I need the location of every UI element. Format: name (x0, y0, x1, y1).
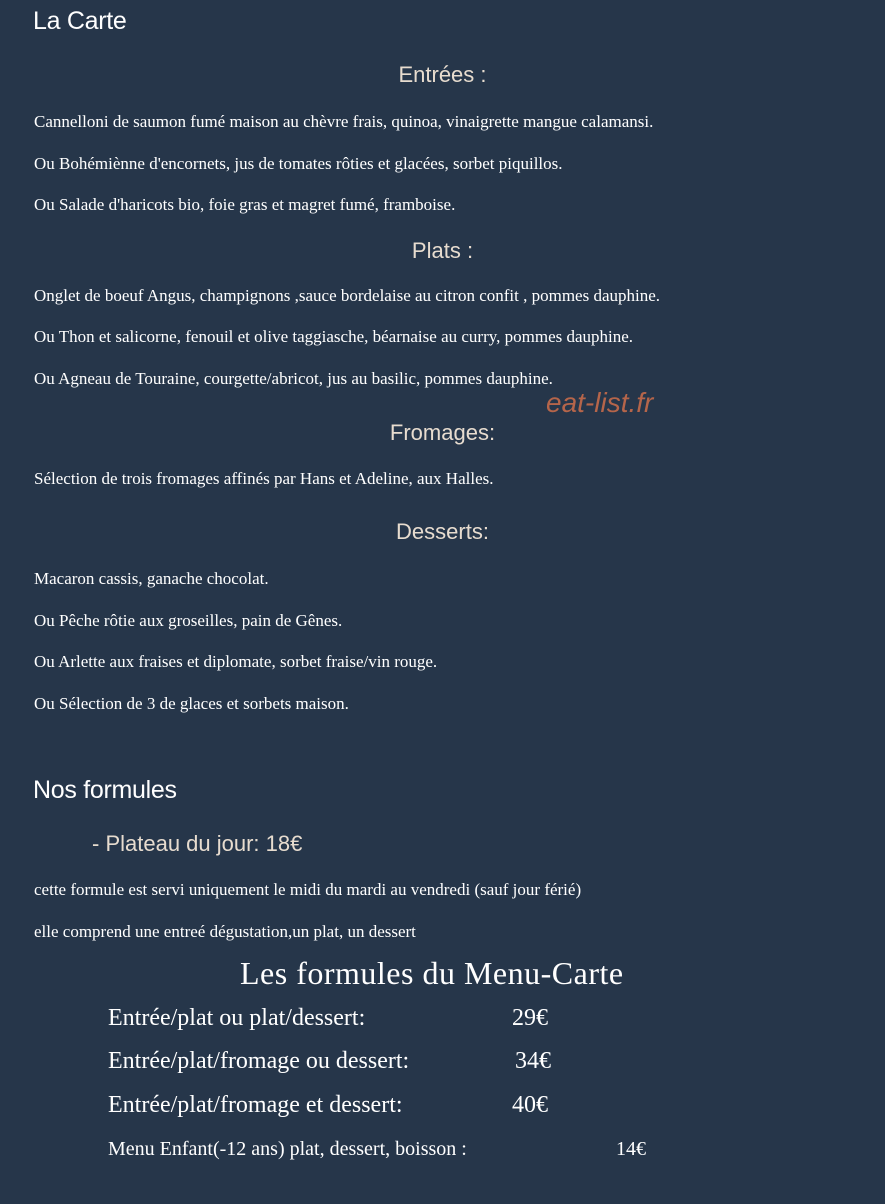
section-heading-entrees: Entrées : (398, 62, 487, 87)
formule-note: elle comprend une entreé dégustation,un plat, un dessert (34, 922, 416, 941)
formule-row-label: Entrée/plat/fromage ou dessert: (108, 1048, 410, 1074)
formule-row-price: 40€ (512, 1092, 548, 1118)
formules-title: Nos formules (33, 776, 177, 804)
menu-item: Macaron cassis, ganache chocolat. (34, 569, 269, 588)
menu-item: Sélection de trois fromages affinés par Hans et Adeline, aux Halles. (34, 469, 494, 488)
menu-item: Ou Agneau de Touraine, courgette/abricot, jus au basilic, pommes dauphine. (34, 369, 553, 388)
formule-row-label: Entrée/plat ou plat/dessert: (108, 1005, 366, 1031)
section-heading-plats: Plats : (411, 238, 474, 263)
formule-row-price: 34€ (515, 1048, 551, 1074)
menu-item: Onglet de boeuf Angus, champignons ,sauce bordelaise au citron confit , pommes dauphine. (34, 286, 661, 305)
menu-item: Ou Bohémiènne d'encornets, jus de tomates rôties et glacées, sorbet piquillos. (34, 154, 563, 173)
menu-item: Ou Thon et salicorne, fenouil et olive taggiasche, béarnaise au curry, pommes dauphine. (34, 327, 634, 346)
formule-row-price: 29€ (512, 1005, 548, 1031)
formule-row-label: Entrée/plat/fromage et dessert: (108, 1092, 403, 1118)
menu-enfant-label: Menu Enfant(-12 ans) plat, dessert, boisson : (108, 1138, 467, 1160)
menu-item: Ou Pêche rôtie aux groseilles, pain de Gênes. (34, 611, 343, 630)
section-heading-desserts: Desserts: (396, 519, 489, 544)
watermark: eat-list.fr (546, 387, 654, 418)
menu-item: Ou Arlette aux fraises et diplomate, sorbet fraise/vin rouge. (34, 652, 438, 671)
menu-item: Cannelloni de saumon fumé maison au chèvre frais, quinoa, vinaigrette mangue calamansi. (34, 112, 654, 131)
page-title: La Carte (33, 7, 127, 35)
formule-note: cette formule est servi uniquement le midi du mardi au vendredi (sauf jour férié) (34, 880, 582, 899)
section-heading-fromages: Fromages: (389, 420, 496, 445)
menu-carte-title: Les formules du Menu-Carte (240, 955, 624, 991)
plateau-du-jour: - Plateau du jour: 18€ (92, 831, 303, 856)
menu-enfant-price: 14€ (616, 1138, 646, 1160)
menu-item: Ou Sélection de 3 de glaces et sorbets maison. (34, 694, 349, 713)
menu-item: Ou Salade d'haricots bio, foie gras et magret fumé, framboise. (34, 195, 456, 214)
